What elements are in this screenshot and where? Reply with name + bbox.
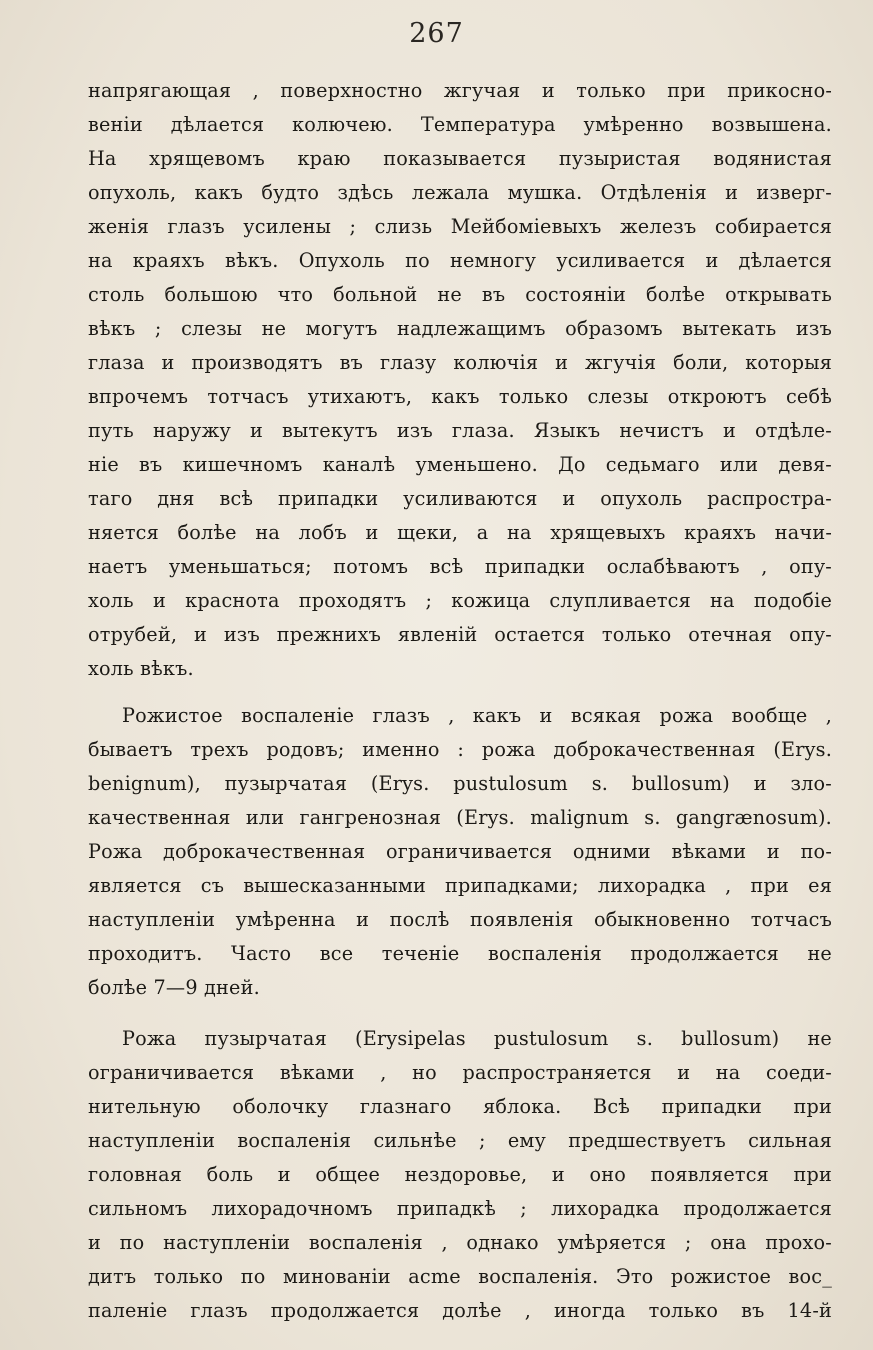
text-line: дитъ только по минованіи acme воспаленія. Это рожистое вос_ — [88, 1265, 832, 1288]
text-line: головная боль и общее нездоровье, и оно появляется при — [88, 1163, 832, 1186]
text-line: Рожа пузырчатая (Erysipelas pustulosum s. bullosum) не — [122, 1027, 832, 1050]
text-line: Рожистое воспаленіе глазъ , какъ и всякая рожа вообще , — [122, 704, 832, 727]
text-line: является съ вышесказанными припадками; лихорадка , при ея — [88, 874, 832, 897]
text-line: наступленіи воспаленія сильнѣе ; ему предшествуетъ сильная — [88, 1129, 832, 1152]
text-line: сильномъ лихорадочномъ припадкѣ ; лихорадка продолжается — [88, 1197, 832, 1220]
text-line: путь наружу и вытекутъ изъ глаза. Языкъ нечистъ и отдѣле- — [88, 419, 832, 442]
text-line: вѣкъ ; слезы не могутъ надлежащимъ образомъ вытекать изъ — [88, 317, 832, 340]
paragraph-spacer — [88, 1005, 832, 1022]
text-line: и по наступленіи воспаленія , однако умѣряется ; она прохо- — [88, 1231, 832, 1254]
text-line: няется болѣе на лобъ и щеки, а на хрящевыхъ краяхъ начи- — [88, 521, 832, 544]
text-line: столь большою что больной не въ состояніи болѣе открывать — [88, 283, 832, 306]
text-line: нительную оболочку глазнаго яблока. Всѣ припадки при — [88, 1095, 832, 1118]
text-line: benignum), пузырчатая (Erys. pustulosum s. bullosum) и зло- — [88, 772, 832, 795]
text-line: ніе въ кишечномъ каналѣ уменьшено. До седьмаго или девя- — [88, 453, 832, 476]
text-line: опухоль, какъ будто здѣсь лежала мушка. Отдѣленія и изверг- — [88, 181, 832, 204]
text-line: проходитъ. Часто все теченіе воспаленія продолжается не — [88, 942, 832, 965]
page-number: 267 — [409, 18, 464, 49]
paragraph-3 — [88, 1022, 832, 1328]
paragraph-2 — [88, 699, 832, 1005]
text-line: наступленіи умѣренна и послѣ появленія обыкновенно тотчасъ — [88, 908, 832, 931]
text-line: Рожа доброкачественная ограничивается одними вѣками и по- — [88, 840, 832, 863]
body-text — [88, 74, 832, 1328]
text-line: болѣе 7—9 дней. — [88, 976, 260, 999]
text-line: глаза и производятъ въ глазу колючія и жгучія боли, которыя — [88, 351, 832, 374]
text-line: ограничивается вѣками , но распространяется и на соеди- — [88, 1061, 832, 1084]
text-line: бываетъ трехъ родовъ; именно : рожа доброкачественная (Erys. — [88, 738, 832, 761]
text-line: холь и краснота проходятъ ; кожица слупливается на подобіе — [88, 589, 832, 612]
text-line: На хрящевомъ краю показывается пузыристая водянистая — [88, 147, 832, 170]
text-line: наетъ уменьшаться; потомъ всѣ припадки ослабѣваютъ , опу- — [88, 555, 832, 578]
text-line: качественная или гангренозная (Erys. malignum s. gangrænosum). — [88, 806, 832, 829]
text-line: веніи дѣлается колючею. Температура умѣренно возвышена. — [88, 113, 832, 136]
text-line: впрочемъ тотчасъ утихаютъ, какъ только слезы откроютъ себѣ — [88, 385, 832, 408]
text-line: на краяхъ вѣкъ. Опухоль по немногу усиливается и дѣлается — [88, 249, 832, 272]
text-line: отрубей, и изъ прежнихъ явленій остается только отечная опу- — [88, 623, 832, 646]
text-line: таго дня всѣ припадки усиливаются и опухоль распростра- — [88, 487, 832, 510]
text-line: женія глазъ усилены ; слизь Мейбоміевыхъ железъ собирается — [88, 215, 832, 238]
text-line: паленіе глазъ продолжается долѣе , иногда только въ 14-й — [88, 1299, 832, 1322]
text-line: холь вѣкъ. — [88, 657, 194, 680]
text-line: напрягающая , поверхностно жгучая и только при прикосно- — [88, 79, 832, 102]
paragraph-1 — [88, 74, 832, 686]
paragraph-spacer — [88, 686, 832, 699]
